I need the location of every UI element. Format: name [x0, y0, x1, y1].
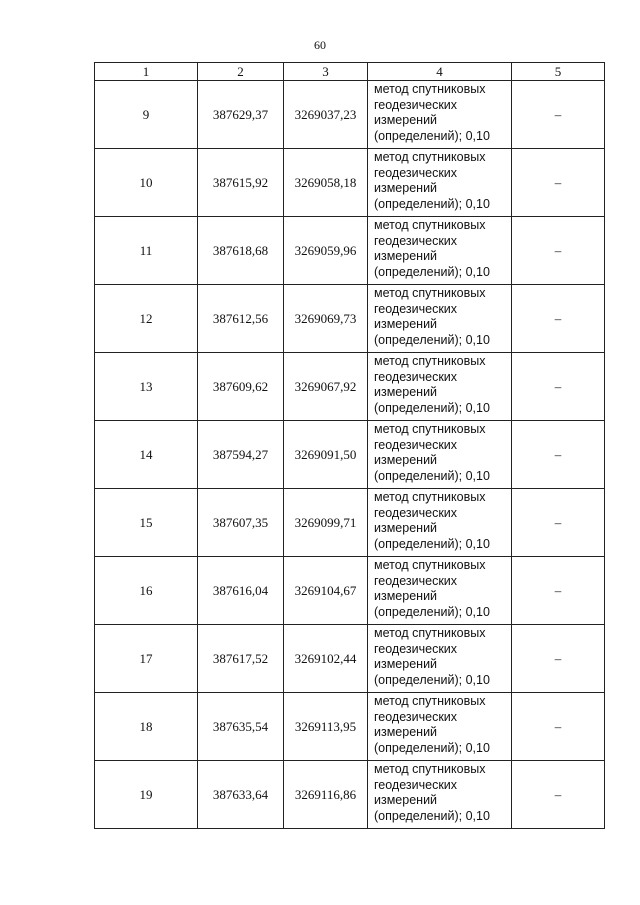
note-cell: – — [512, 149, 605, 217]
method-line: измерений — [374, 181, 438, 196]
table-row — [95, 285, 605, 353]
x-coordinate-cell: 387609,62 — [198, 353, 284, 421]
method-line: геодезических — [374, 777, 458, 792]
point-number-cell: 15 — [95, 489, 198, 557]
method-line: метод спутниковых — [374, 150, 486, 164]
coordinates-table — [94, 62, 605, 829]
method-line: метод спутниковых — [374, 354, 486, 368]
table-row — [95, 421, 605, 489]
method-line: измерений — [374, 657, 438, 672]
method-line: метод спутниковых — [374, 762, 486, 776]
x-coordinate-cell: 387594,27 — [198, 421, 284, 489]
column-header-2: 2 — [198, 63, 284, 81]
column-header-5: 5 — [512, 63, 605, 81]
method-cell — [368, 693, 512, 761]
method-line: (определений); 0,10 — [374, 808, 490, 823]
method-line: геодезических — [374, 301, 458, 316]
method-line: измерений — [374, 453, 438, 468]
method-line: геодезических — [374, 97, 458, 112]
y-coordinate-cell: 3269059,96 — [284, 217, 368, 285]
method-line: измерений — [374, 385, 438, 400]
table-row — [95, 489, 605, 557]
method-line: (определений); 0,10 — [374, 264, 490, 279]
method-line: метод спутниковых — [374, 694, 486, 708]
table-header-row — [95, 63, 605, 81]
method-line: геодезических — [374, 437, 458, 452]
method-cell — [368, 421, 512, 489]
y-coordinate-cell: 3269091,50 — [284, 421, 368, 489]
note-cell: – — [512, 489, 605, 557]
x-coordinate-cell: 387629,37 — [198, 81, 284, 149]
method-line: (определений); 0,10 — [374, 128, 490, 143]
point-number-cell: 16 — [95, 557, 198, 625]
method-line: геодезических — [374, 505, 458, 520]
method-line: измерений — [374, 521, 438, 536]
method-line: метод спутниковых — [374, 422, 486, 436]
method-cell — [368, 81, 512, 149]
method-cell — [368, 353, 512, 421]
note-cell: – — [512, 693, 605, 761]
note-cell: – — [512, 557, 605, 625]
table-row — [95, 217, 605, 285]
method-line: измерений — [374, 793, 438, 808]
note-cell: – — [512, 217, 605, 285]
y-coordinate-cell: 3269104,67 — [284, 557, 368, 625]
y-coordinate-cell: 3269099,71 — [284, 489, 368, 557]
table-row — [95, 693, 605, 761]
note-cell: – — [512, 81, 605, 149]
note-cell: – — [512, 285, 605, 353]
method-line: метод спутниковых — [374, 490, 486, 504]
table-row — [95, 557, 605, 625]
method-line: геодезических — [374, 573, 458, 588]
method-cell — [368, 489, 512, 557]
column-header-1: 1 — [95, 63, 198, 81]
method-line: геодезических — [374, 709, 458, 724]
y-coordinate-cell: 3269113,95 — [284, 693, 368, 761]
method-line: (определений); 0,10 — [374, 196, 490, 211]
x-coordinate-cell: 387633,64 — [198, 761, 284, 829]
method-cell — [368, 217, 512, 285]
table-row — [95, 353, 605, 421]
point-number-cell: 12 — [95, 285, 198, 353]
point-number-cell: 10 — [95, 149, 198, 217]
method-line: измерений — [374, 589, 438, 604]
x-coordinate-cell: 387616,04 — [198, 557, 284, 625]
column-header-4: 4 — [368, 63, 512, 81]
x-coordinate-cell: 387615,92 — [198, 149, 284, 217]
method-cell — [368, 285, 512, 353]
method-line: измерений — [374, 317, 438, 332]
x-coordinate-cell: 387618,68 — [198, 217, 284, 285]
x-coordinate-cell: 387607,35 — [198, 489, 284, 557]
page-number: 60 — [314, 38, 326, 52]
method-line: (определений); 0,10 — [374, 468, 490, 483]
column-header-3: 3 — [284, 63, 368, 81]
y-coordinate-cell: 3269102,44 — [284, 625, 368, 693]
point-number-cell: 17 — [95, 625, 198, 693]
method-line: метод спутниковых — [374, 626, 486, 640]
table-row — [95, 761, 605, 829]
method-line: метод спутниковых — [374, 82, 486, 96]
y-coordinate-cell: 3269058,18 — [284, 149, 368, 217]
method-cell — [368, 557, 512, 625]
table-row — [95, 625, 605, 693]
method-line: метод спутниковых — [374, 558, 486, 572]
method-line: (определений); 0,10 — [374, 536, 490, 551]
point-number-cell: 19 — [95, 761, 198, 829]
table-row — [95, 149, 605, 217]
method-line: измерений — [374, 249, 438, 264]
method-cell — [368, 625, 512, 693]
method-line: (определений); 0,10 — [374, 672, 490, 687]
x-coordinate-cell: 387635,54 — [198, 693, 284, 761]
method-line: геодезических — [374, 233, 458, 248]
point-number-cell: 11 — [95, 217, 198, 285]
method-line: (определений); 0,10 — [374, 604, 490, 619]
note-cell: – — [512, 625, 605, 693]
method-cell — [368, 761, 512, 829]
x-coordinate-cell: 387612,56 — [198, 285, 284, 353]
method-line: геодезических — [374, 641, 458, 656]
method-cell — [368, 149, 512, 217]
note-cell: – — [512, 761, 605, 829]
point-number-cell: 9 — [95, 81, 198, 149]
method-line: измерений — [374, 113, 438, 128]
method-line: (определений); 0,10 — [374, 740, 490, 755]
table-body — [95, 81, 605, 829]
point-number-cell: 13 — [95, 353, 198, 421]
point-number-cell: 14 — [95, 421, 198, 489]
y-coordinate-cell: 3269037,23 — [284, 81, 368, 149]
note-cell: – — [512, 421, 605, 489]
x-coordinate-cell: 387617,52 — [198, 625, 284, 693]
point-number-cell: 18 — [95, 693, 198, 761]
method-line: метод спутниковых — [374, 286, 486, 300]
y-coordinate-cell: 3269069,73 — [284, 285, 368, 353]
method-line: геодезических — [374, 369, 458, 384]
y-coordinate-cell: 3269067,92 — [284, 353, 368, 421]
method-line: геодезических — [374, 165, 458, 180]
method-line: (определений); 0,10 — [374, 332, 490, 347]
method-line: измерений — [374, 725, 438, 740]
table-row — [95, 81, 605, 149]
method-line: (определений); 0,10 — [374, 400, 490, 415]
method-line: метод спутниковых — [374, 218, 486, 232]
y-coordinate-cell: 3269116,86 — [284, 761, 368, 829]
note-cell: – — [512, 353, 605, 421]
